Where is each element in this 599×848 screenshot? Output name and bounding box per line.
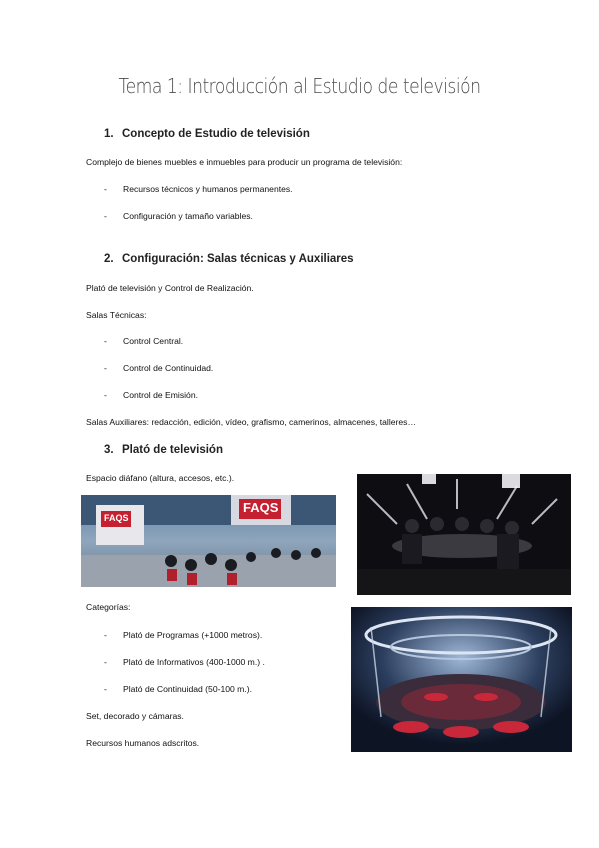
studio-photo-news-set — [351, 607, 572, 752]
set-text: Set, decorado y cámaras. — [86, 711, 184, 721]
salas-auxiliares-text: Salas Auxiliares: redacción, edición, vídeo, grafismo, camerinos, almacenes, talleres… — [86, 417, 417, 427]
studio-photo-faqs — [81, 495, 336, 587]
recursos-text: Recursos humanos adscritos. — [86, 738, 200, 748]
section-heading-2: 2. Configuración: Salas técnicas y Auxiliares — [104, 253, 354, 265]
faqs-logo-small: FAQS — [104, 513, 129, 523]
categorias-label: Categorías: — [86, 602, 131, 612]
studio-photo-debate — [357, 474, 571, 595]
page-title: Tema 1: Introducción al Estudio de televisión — [118, 74, 481, 98]
section-heading-3: 3. Plató de televisión — [104, 444, 223, 456]
section-heading-1: 1. Concepto de Estudio de televisión — [104, 128, 310, 140]
section2-intro: Plató de televisión y Control de Realización. — [86, 283, 254, 293]
section1-intro: Complejo de bienes muebles e inmuebles para producir un programa de televisión: — [86, 157, 403, 167]
faqs-logo: FAQS — [243, 500, 279, 515]
espacio-text: Espacio diáfano (altura, accesos, etc.). — [86, 473, 235, 483]
salas-tecnicas-label: Salas Técnicas: — [86, 310, 147, 320]
